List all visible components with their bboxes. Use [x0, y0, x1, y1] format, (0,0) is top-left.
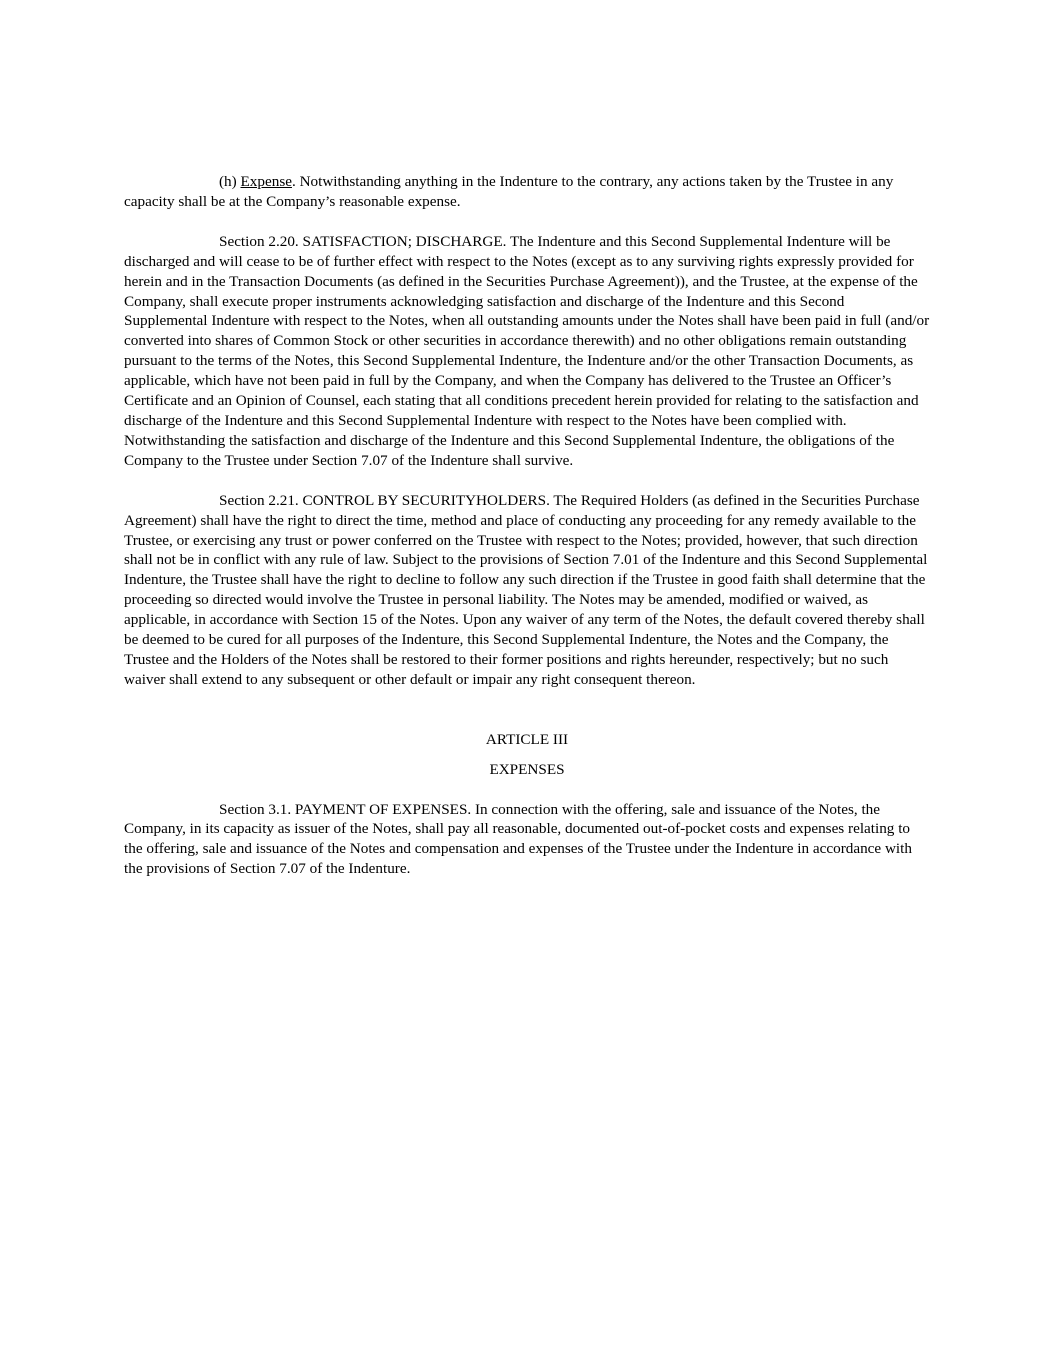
section-2-20-paragraph [124, 232, 930, 471]
paragraph-h-prefix: (h) [219, 173, 241, 190]
paragraph-h-text: . Notwithstanding anything in the Indenture to the contrary, any actions taken by the Trustee in any capacity shall be at the Company’s reasonable expense. [124, 173, 894, 210]
article-title-heading: EXPENSES [489, 760, 565, 778]
section-3-1-paragraph [124, 800, 930, 880]
section-2-20-text: Section 2.20. SATISFACTION; DISCHARGE. The Indenture and this Second Supplemental Indenture will be discharged and will cease to be of further effect with respect to the Notes (except as to any surviving rights expressly provided for herein and in the Transaction Documents (as defined in the Securities Purchase Agreement)), and the Trustee, at the expense of the Company, shall execute proper instruments acknowledging satisfaction and discharge of the Indenture and this Second Supplemental Indenture with respect to the Notes, when all outstanding amounts under the Notes shall have been paid in full (and/or converted into shares of Common Stock or other securities in accordance therewith) and no other obligations remain outstanding pursuant to the terms of the Notes, this Second Supplemental Indenture, the Indenture and/or the other Transaction Documents, as applicable, which have not been paid in full by the Company, and when the Company has delivered to the Trustee an Officer’s Certificate and an Opinion of Counsel, each stating that all conditions precedent herein provided for relating to the satisfaction and discharge of the Indenture and this Second Supplemental Indenture with respect to the Notes have been complied with. Notwithstanding the satisfaction and discharge of the Indenture and this Second Supplemental Indenture, the obligations of the Company to the Trustee under Section 7.07 of the Indenture shall survive. [124, 232, 930, 469]
section-3-1-text: Section 3.1. PAYMENT OF EXPENSES. In connection with the offering, sale and issuance of the Notes, the Company, in its capacity as issuer of the Notes, shall pay all reasonable, documented out-of-pocket costs and expenses relating to the offering, sale and issuance of the Notes and compensation and expenses of the Trustee under the Indenture in accordance with the provisions of Section 7.07 of the Indenture. [124, 800, 912, 878]
paragraph-h-caption: Expense [240, 173, 292, 190]
paragraph-h-expense [124, 172, 930, 212]
section-2-21-text: Section 2.21. CONTROL BY SECURITYHOLDERS. The Required Holders (as defined in the Securities Purchase Agreement) shall have the right to direct the time, method and place of conducting any proceeding for any remedy available to the Trustee, or exercising any trust or power conferred on the Trustee with respect to the Notes; provided, however, that such direction shall not be in conflict with any rule of law. Subject to the provisions of Section 7.01 of the Indenture and this Second Supplemental Indenture, the Trustee shall have the right to decline to follow any such direction if the Trustee in good faith shall determine that the proceeding so directed would involve the Trustee in personal liability. The Notes may be amended, modified or waived, as applicable, in accordance with Section 15 of the Notes. Upon any waiver of any term of the Notes, the default covered thereby shall be deemed to be cured for all purposes of the Indenture, this Second Supplemental Indenture, the Notes and the Company, the Trustee and the Holders of the Notes shall be restored to their former positions and rights hereunder, respectively; but no such waiver shall extend to any subsequent or other default or impair any right consequent thereon. [124, 491, 928, 688]
article-number-heading: ARTICLE III [485, 730, 569, 748]
document-page [124, 172, 930, 879]
section-2-21-paragraph [124, 491, 930, 690]
